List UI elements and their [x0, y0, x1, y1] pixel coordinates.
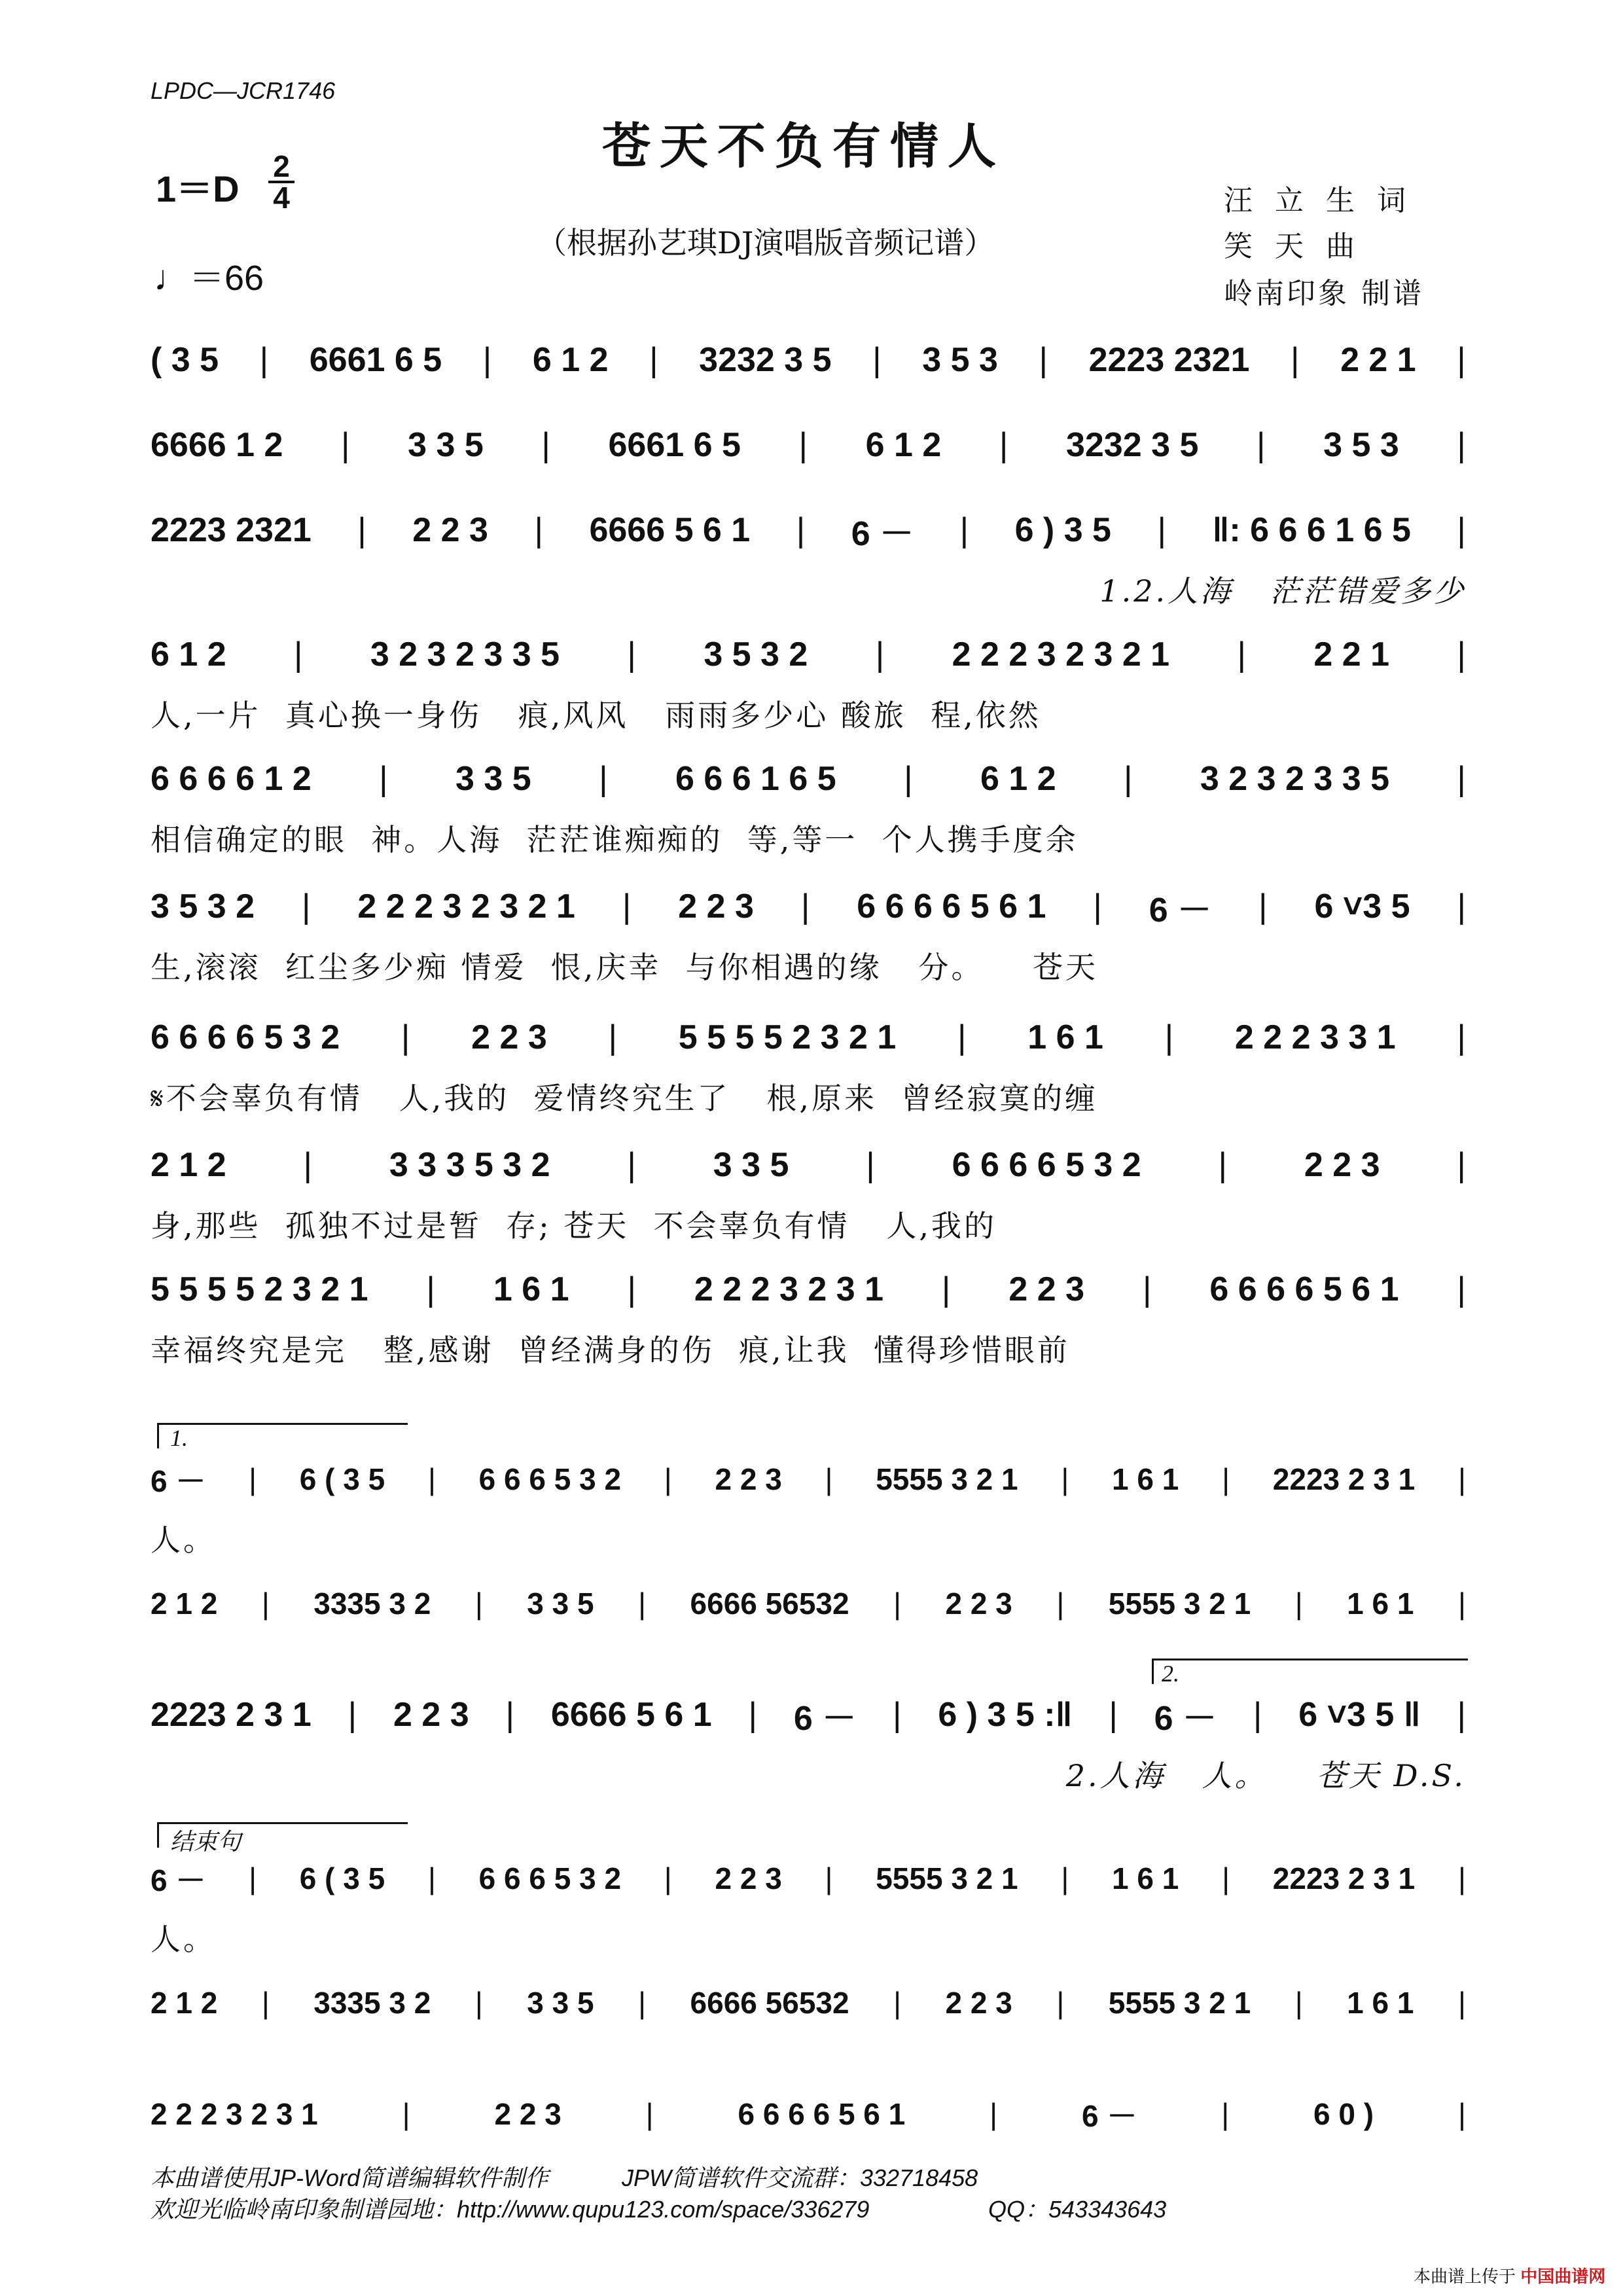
barline: |	[301, 888, 311, 925]
measure: 2 2 3	[678, 888, 754, 925]
barline: |	[1457, 1270, 1466, 1308]
measure: 2 2 2 3 3 1	[1234, 1018, 1396, 1056]
barline: |	[1457, 1018, 1466, 1056]
score-system	[151, 880, 1466, 998]
measure: 5 5 5 5 2 3 2 1	[151, 1270, 368, 1308]
measure: 6 －	[151, 1863, 206, 1897]
measure: 3 3 5	[527, 1986, 594, 2020]
barline: |	[505, 1696, 514, 1734]
barline: |	[1457, 2097, 1466, 2131]
measure: 3 3 5	[527, 1587, 594, 1621]
volta-bracket	[157, 1423, 408, 1448]
barline: |	[474, 1587, 483, 1621]
arranger-credit: 岭南印象 制谱	[1224, 277, 1424, 310]
barline: |	[1457, 511, 1466, 549]
notation-row	[151, 504, 1466, 556]
lyricist-credit: 汪 立 生 词	[1224, 184, 1412, 217]
barline: |	[1124, 760, 1133, 798]
measure: 5555 3 2 1	[1108, 1986, 1251, 2020]
measure: 6666 5 6 1	[550, 1696, 712, 1734]
footer-software: 本曲谱使用JP-Word简谱编辑软件制作	[151, 2164, 549, 2191]
barline: |	[1294, 1986, 1303, 2020]
measure: 1 6 1	[1027, 1018, 1103, 1056]
measure: 6666 56532	[690, 1986, 849, 2020]
song-title: 苍天不负有情人	[602, 118, 1005, 175]
time-signature	[268, 149, 294, 215]
notation-row	[151, 628, 1466, 681]
barline: |	[426, 1270, 435, 1308]
measure: ( 3 5	[151, 341, 219, 379]
measure: 6 1 2	[151, 636, 226, 673]
barline: |	[1457, 1146, 1466, 1184]
score-system	[151, 753, 1466, 870]
barline: |	[904, 760, 913, 798]
notation-row	[151, 753, 1466, 805]
measure: 6 1 2	[865, 426, 942, 464]
measure: 6 1 2	[532, 341, 609, 379]
score-system	[151, 1977, 1466, 2094]
measure: 6666 1 2	[151, 426, 283, 464]
measure: 2 2 2 3 2 3 2 1	[357, 888, 575, 925]
barline: |	[1061, 1462, 1069, 1496]
measure: 2 2 3	[715, 1462, 782, 1496]
barline: |	[427, 1861, 436, 1895]
notation-row	[151, 1852, 1466, 1905]
measure: 2 2 3	[1008, 1270, 1085, 1308]
measure: 2223 2 3 1	[151, 1696, 312, 1734]
measure: 6 ( 3 5	[299, 1861, 385, 1895]
measure: 6 －	[151, 1464, 206, 1498]
measure: 6 1 2	[980, 760, 1056, 798]
score-system	[151, 504, 1466, 622]
measure: 2 1 2	[151, 1587, 218, 1621]
measure: 6 －	[1149, 891, 1212, 929]
barline: |	[249, 1462, 257, 1496]
measure: 2 2 3	[471, 1018, 547, 1056]
barline: |	[748, 1696, 757, 1734]
measure: 6 ˅3 5 ‖	[1298, 1696, 1421, 1734]
barline: |	[1222, 1462, 1230, 1496]
barline: |	[1457, 1986, 1466, 2020]
barline: |	[303, 1146, 312, 1184]
measure: 2 2 2 3 2 3 1	[694, 1270, 883, 1308]
barline: |	[1457, 1861, 1466, 1895]
measure: 1 6 1	[1112, 1462, 1179, 1496]
measure: 2 2 1	[1340, 341, 1416, 379]
barline: |	[796, 511, 806, 549]
lyric-line: 生,滚滚 红尘多少痴 情爱 恨,庆幸 与你相遇的缘 分。 苍天	[151, 950, 1098, 985]
measure: 6 ) 3 5	[1014, 511, 1111, 549]
score-system	[151, 1660, 1466, 1806]
barline: |	[957, 1018, 967, 1056]
barline: |	[1457, 636, 1466, 673]
barline: |	[534, 511, 543, 549]
notation-row	[151, 419, 1466, 471]
measure: 6 6 6 6 1 2	[151, 760, 312, 798]
measure: 2223 2 3 1	[1272, 1861, 1416, 1895]
measure: 2 2 3	[945, 1587, 1012, 1621]
measure: 1 6 1	[493, 1270, 569, 1308]
barline: |	[825, 1462, 833, 1496]
measure: 1 6 1	[1112, 1861, 1179, 1895]
measure: 3232 3 5	[1065, 426, 1199, 464]
lyric-line: 1.2.人海 茫茫错爱多少	[1099, 573, 1466, 609]
notation-row	[151, 334, 1466, 386]
measure: 6 －	[1081, 2099, 1137, 2133]
measure: 3 3 5	[455, 760, 531, 798]
barline: |	[608, 1018, 618, 1056]
barline: |	[1457, 760, 1466, 798]
measure: 1 6 1	[1347, 1587, 1414, 1621]
lyric-line: 𝄋不会辜负有情 人,我的 爱情终究生了 根,原来 曾经寂寞的缠	[151, 1081, 1098, 1116]
barline: |	[1164, 1018, 1174, 1056]
barline: |	[664, 1861, 672, 1895]
tempo-mark: ♩＝66	[154, 259, 264, 298]
measure: 2 2 2 3 2 3 2 1	[952, 636, 1170, 673]
notation-row	[151, 1577, 1466, 1630]
measure: 5 5 5 5 2 3 2 1	[678, 1018, 897, 1056]
barline: |	[1457, 341, 1466, 379]
barline: |	[1222, 1861, 1230, 1895]
measure: 6 6 6 6 5 3 2	[151, 1018, 340, 1056]
barline: |	[1457, 1587, 1466, 1621]
barline: |	[599, 760, 608, 798]
lyric-line: 身,那些 孤独不过是暂 存; 苍天 不会辜负有情 人,我的	[151, 1208, 997, 1244]
measure: 2 1 2	[151, 1146, 226, 1184]
notation-row	[151, 1977, 1466, 2029]
barline: |	[1253, 1696, 1262, 1734]
measure: 3 3 5	[713, 1146, 789, 1184]
measure: 2 2 3	[494, 2097, 562, 2131]
notation-row	[151, 1263, 1466, 1316]
barline: |	[1457, 1462, 1466, 1496]
barline: |	[1256, 426, 1266, 464]
score-system	[151, 1829, 1466, 1970]
measure: 2 2 3	[715, 1861, 782, 1895]
barline: |	[990, 2097, 998, 2131]
measure: 5555 3 2 1	[876, 1462, 1018, 1496]
barline: |	[627, 636, 636, 673]
barline: |	[627, 1146, 636, 1184]
measure: 3 3 3 5 3 2	[389, 1146, 550, 1184]
measure: 2 2 3	[412, 511, 488, 549]
upload-stamp	[1414, 2263, 1605, 2287]
score-system	[151, 1139, 1466, 1257]
barline: |	[1093, 888, 1102, 925]
footer-group: JPW简谱软件交流群：332718458	[622, 2164, 978, 2191]
measure: 2 2 3	[1304, 1146, 1380, 1184]
barline: |	[875, 636, 885, 673]
measure: 6 6 6 5 3 2	[478, 1462, 622, 1496]
volta-label: 2.	[1162, 1660, 1179, 1687]
lyric-line: 人。	[151, 1922, 216, 1957]
lyric-line: 相信确定的眼 神。人海 茫茫谁痴痴的 等,等一 个人携手度余	[151, 822, 1079, 857]
barline: |	[800, 888, 810, 925]
barline: |	[1039, 341, 1048, 379]
score-system	[151, 628, 1466, 746]
barline: |	[402, 2097, 410, 2131]
notation-row	[151, 1139, 1466, 1191]
measure: 2 1 2	[151, 1986, 218, 2020]
notation-row	[151, 1453, 1466, 1505]
measure: 2223 2 3 1	[1272, 1462, 1416, 1496]
measure: 3232 3 5	[699, 341, 832, 379]
measure: ‖: 6 6 6 1 6 5	[1212, 511, 1411, 549]
notation-row	[151, 2088, 1466, 2140]
barline: |	[1294, 1587, 1303, 1621]
measure: 6 6 6 6 5 6 1	[857, 888, 1046, 925]
barline: |	[261, 1587, 270, 1621]
measure: 6 －	[1154, 1699, 1217, 1738]
barline: |	[1157, 511, 1166, 549]
measure: 3 5 3	[1323, 426, 1399, 464]
barline: |	[941, 1270, 951, 1308]
footer-website: 欢迎光临岭南印象制谱园地：http://www.qupu123.com/space/336279	[151, 2196, 870, 2223]
barline: |	[427, 1462, 436, 1496]
measure: 6666 5 6 1	[589, 511, 751, 549]
score-code: LPDC—JCR1746	[151, 77, 336, 104]
barline: |	[541, 426, 550, 464]
barline: |	[1056, 1587, 1065, 1621]
measure: 3 2 3 2 3 3 5	[370, 636, 560, 673]
barline: |	[1061, 1861, 1069, 1895]
barline: |	[798, 426, 808, 464]
subtitle: （根据孙艺琪DJ演唱版音频记谱）	[537, 225, 995, 260]
notation-row	[151, 1011, 1466, 1064]
barline: |	[893, 1587, 902, 1621]
key-signature: 1＝D	[156, 168, 240, 209]
barline: |	[474, 1986, 483, 2020]
measure: 3335 3 2	[313, 1986, 431, 2020]
measure: 6 6 6 5 3 2	[478, 1861, 622, 1895]
barline: |	[866, 1146, 875, 1184]
barline: |	[825, 1861, 833, 1895]
measure: 3 2 3 2 3 3 5	[1200, 760, 1390, 798]
barline: |	[482, 341, 492, 379]
barline: |	[401, 1018, 410, 1056]
volta-label: 结束句	[170, 1829, 241, 1855]
barline: |	[1221, 2097, 1230, 2131]
measure: 6 －	[793, 1699, 857, 1738]
lyric-line: 人,一片 真心换一身伤 痕,风风 雨雨多少心 酸旅 程,依然	[151, 698, 1041, 733]
barline: |	[1218, 1146, 1228, 1184]
lyric-line: 幸福终究是完 整,感谢 曾经满身的伤 痕,让我 懂得珍惜眼前	[151, 1333, 1070, 1368]
barline: |	[261, 1986, 270, 2020]
volta-bracket	[1152, 1659, 1468, 1684]
barline: |	[249, 1861, 257, 1895]
barline: |	[649, 341, 658, 379]
barline: |	[872, 341, 882, 379]
barline: |	[1142, 1270, 1152, 1308]
barline: |	[627, 1270, 636, 1308]
time-numerator: 2	[273, 149, 290, 183]
composer-credit: 笑 天 曲	[1224, 230, 1361, 263]
barline: |	[638, 1986, 647, 2020]
measure: 2 2 3	[945, 1986, 1012, 2020]
measure: 6661 6 5	[309, 341, 442, 379]
measure: 5555 3 2 1	[1108, 1587, 1251, 1621]
upload-stamp-site: 中国曲谱网	[1520, 2267, 1606, 2286]
barline: |	[357, 511, 366, 549]
barline: |	[1109, 1696, 1118, 1734]
measure: 2 2 1	[1313, 636, 1390, 673]
measure: 1 6 1	[1347, 1986, 1414, 2020]
barline: |	[1056, 1986, 1065, 2020]
barline: |	[893, 1986, 902, 2020]
barline: |	[1457, 426, 1466, 464]
measure: 5555 3 2 1	[876, 1861, 1018, 1895]
barline: |	[1258, 888, 1268, 925]
barline: |	[645, 2097, 654, 2131]
lyric-line: 2.人海 人。 苍天 D.S.	[1065, 1758, 1466, 1793]
measure: 6661 6 5	[608, 426, 741, 464]
score-system	[151, 1011, 1466, 1129]
measure: 3335 3 2	[313, 1587, 431, 1621]
barline: |	[1290, 341, 1300, 379]
barline: |	[893, 1696, 902, 1734]
barline: |	[622, 888, 632, 925]
measure: 6 6 6 6 5 3 2	[952, 1146, 1141, 1184]
measure: 3 5 3	[922, 341, 998, 379]
barline: |	[341, 426, 350, 464]
measure: 6 6 6 6 5 6 1	[738, 2097, 906, 2131]
upload-stamp-text: 本曲谱上传于	[1414, 2267, 1516, 2286]
score-system	[151, 1425, 1466, 1571]
measure: 2223 2321	[151, 511, 312, 549]
measure: 2 2 3	[393, 1696, 469, 1734]
measure: 6 ) 3 5 :‖	[938, 1696, 1073, 1734]
measure: 6 ˅3 5	[1314, 888, 1410, 925]
score-system	[151, 1263, 1466, 1381]
footer-qq: QQ：543343643	[988, 2196, 1167, 2223]
barline: |	[1237, 636, 1246, 673]
barline: |	[959, 511, 969, 549]
barline: |	[348, 1696, 357, 1734]
time-denominator: 4	[268, 181, 294, 212]
barline: |	[379, 760, 388, 798]
measure: 6 6 6 6 5 6 1	[1209, 1270, 1399, 1308]
barline: |	[1457, 1696, 1466, 1734]
measure: 3 5 3 2	[151, 888, 255, 925]
measure: 2223 2321	[1088, 341, 1250, 379]
measure: 6 6 6 1 6 5	[675, 760, 836, 798]
measure: 2 2 2 3 2 3 1	[151, 2097, 318, 2131]
measure: 6 ( 3 5	[299, 1462, 385, 1496]
measure: 6666 56532	[690, 1587, 849, 1621]
measure: 3 5 3 2	[704, 636, 808, 673]
measure: 6 0 )	[1313, 2097, 1374, 2131]
lyric-line: 人。	[151, 1522, 216, 1558]
barline: |	[638, 1587, 647, 1621]
barline: |	[294, 636, 303, 673]
volta-label: 1.	[170, 1425, 188, 1451]
barline: |	[664, 1462, 672, 1496]
barline: |	[259, 341, 269, 379]
measure: 6 －	[851, 514, 914, 553]
measure: 3 3 5	[408, 426, 484, 464]
barline: |	[999, 426, 1008, 464]
barline: |	[1457, 888, 1466, 925]
notation-row	[151, 880, 1466, 933]
notation-row	[151, 1689, 1466, 1741]
